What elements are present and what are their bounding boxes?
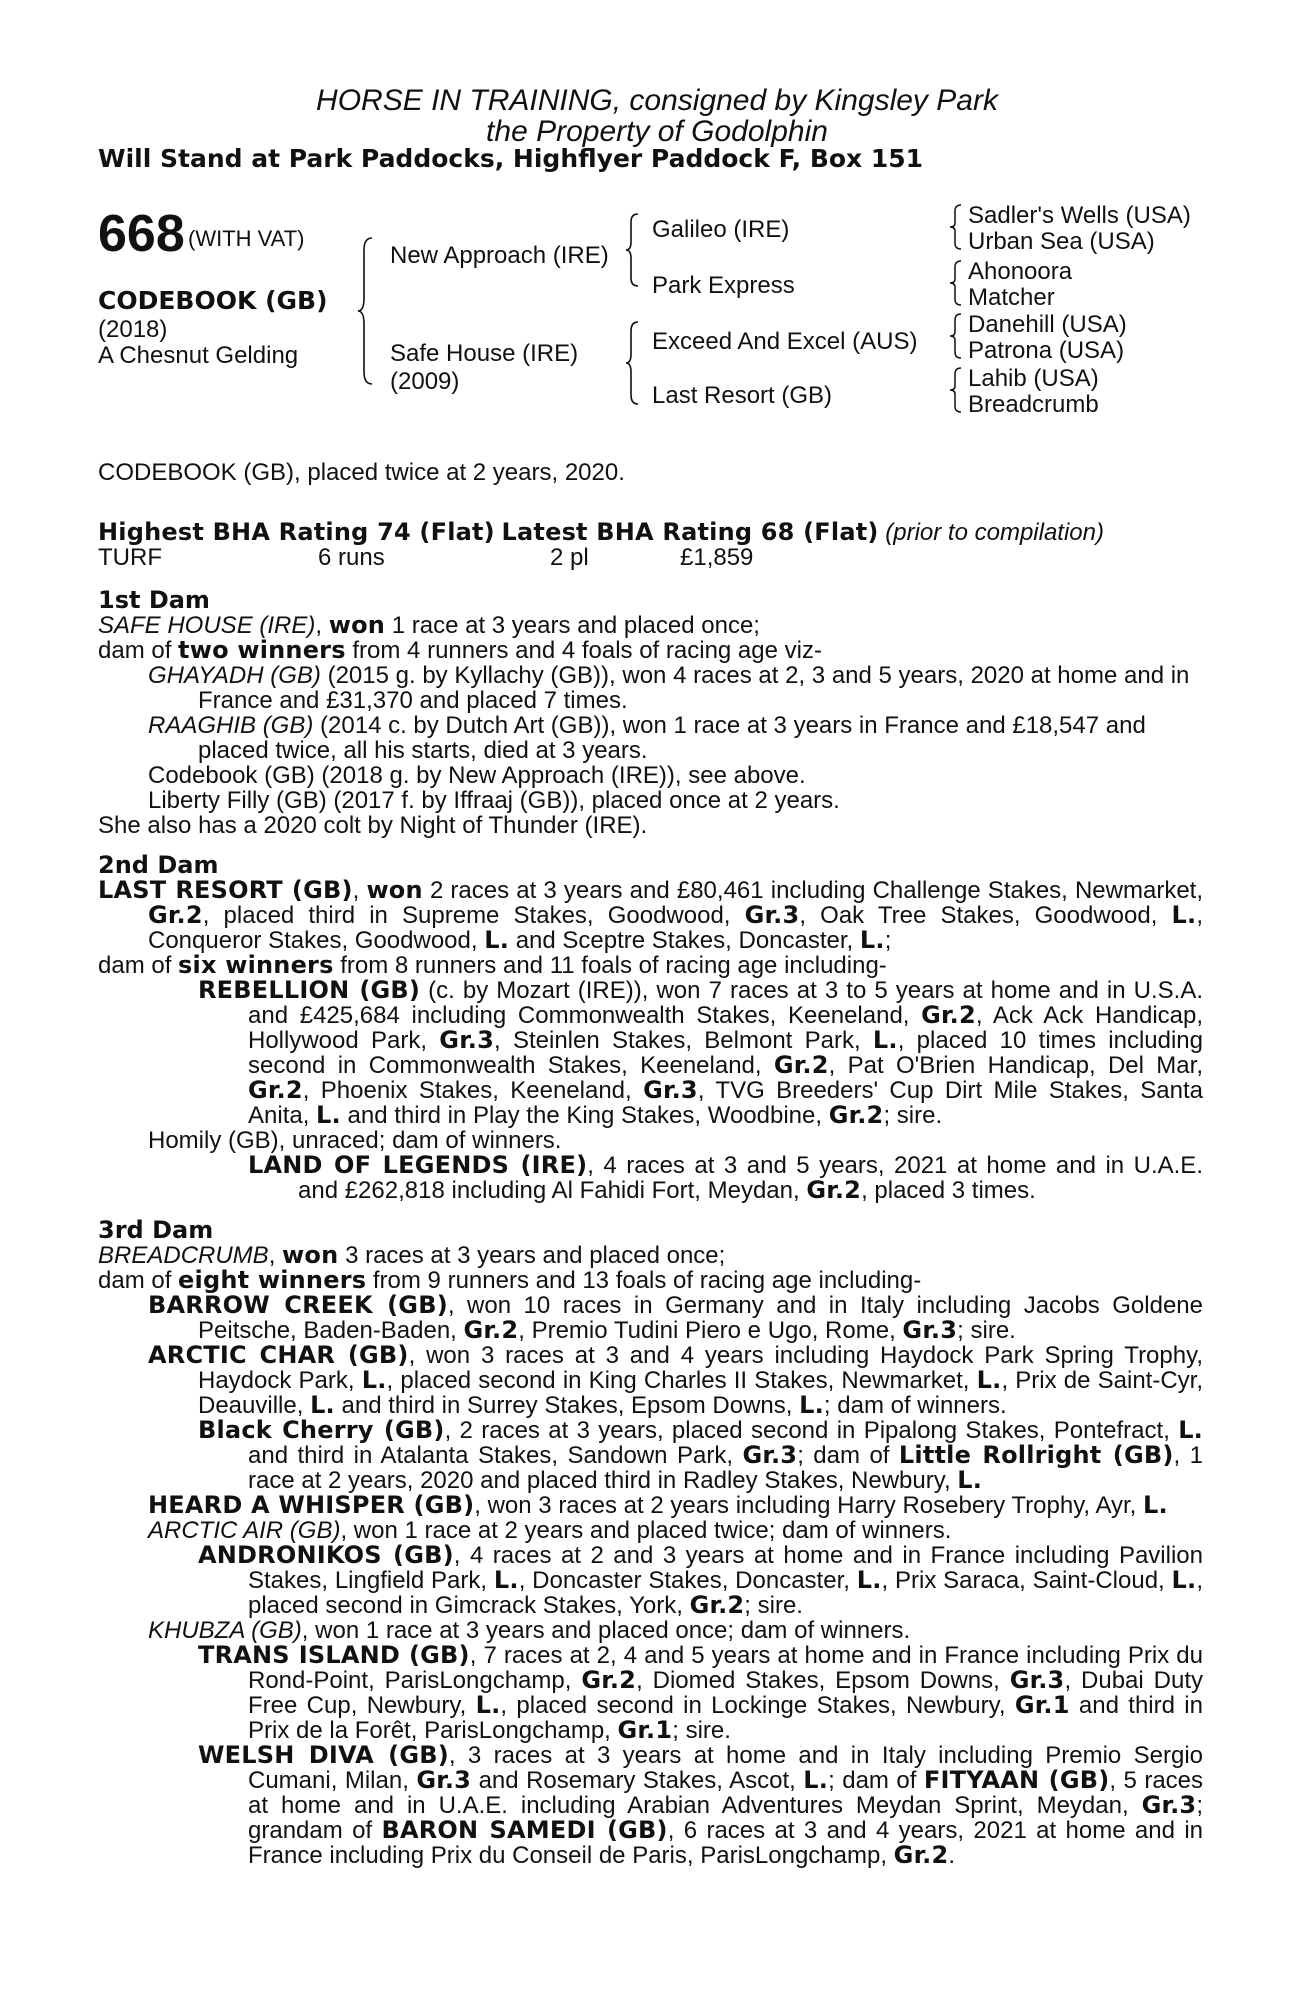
pedigree-brace-dam: [624, 320, 642, 406]
produce-note: She also has a 2020 colt by Night of Thunder (IRE).: [98, 812, 648, 839]
produce-entry: WELSH DIVA (GB), 3 races at 3 years at home and in Italy including Premio Sergio Cumani, Milan, Gr.3 and Rosemary Stakes, Ascot, L.; dam of FITYAAN (GB), 5 races at home and in U.A.E. including Arabian Adventures Meydan Sprint, Meydan, Gr.3; grandam of BARON SAMEDI (GB), 6 races at 3 and 4 years, 2021 at home and in France including Prix du Conseil de Paris, ParisLongchamp, Gr.2.: [198, 1741, 1204, 1869]
pedigree-brace-sire: [624, 212, 642, 288]
pedigree-dam-year: (2009): [390, 368, 460, 395]
pedigree-g3-7: Lahib (USA): [968, 365, 1099, 392]
horse-year: (2018): [98, 316, 168, 343]
pedigree-dam-dam: Last Resort (GB): [652, 382, 833, 409]
first-dam-heading: 1st Dam: [98, 586, 210, 614]
property-line: the Property of Godolphin: [486, 115, 828, 148]
pedigree-g3-3: Ahonoora: [968, 258, 1073, 285]
first-dam-record: SAFE HOUSE (IRE), won 1 race at 3 years and placed once;: [98, 611, 760, 639]
pedigree-g3-6: Patrona (USA): [968, 337, 1125, 364]
produce-entry: BARROW CREEK (GB), won 10 races in Germany and in Italy including Jacobs Goldene Peitsche, Baden-Baden, Gr.2, Premio Tudini Piero e Ugo, Rome, Gr.3; sire.: [148, 1291, 1203, 1344]
vat-note: (WITH VAT): [188, 226, 305, 251]
pedigree-brace-main: [356, 236, 376, 386]
catalogue-text: [98, 460, 1203, 1868]
pedigree-g3-5: Danehill (USA): [968, 311, 1127, 338]
produce-entry: LAND OF LEGENDS (IRE), 4 races at 3 and 5 years, 2021 at home and in U.A.E. and £262,818 including Al Fahidi Fort, Meydan, Gr.2, placed 3 times.: [248, 1151, 1203, 1204]
produce-entry: REBELLION (GB) (c. by Mozart (IRE)), won 7 races at 3 to 5 years at home and in U.S.A. and £425,684 including Commonwealth Stakes, Keeneland, Gr.2, Ack Ack Handicap, Hollywood Park, Gr.3, Steinlen Stakes, Belmont Park, L., placed 10 times including second in Commonwealth Stakes, Keeneland, Gr.2, Pat O'Brien Handicap, Del Mar, Gr.2, Phoenix Stakes, Keeneland, Gr.3, TVG Breeders' Cup Dirt Mile Stakes, Santa Anita, L. and third in Play the King Stakes, Woodbine, Gr.2; sire.: [198, 976, 1204, 1129]
produce-entry: Homily (GB), unraced; dam of winners.: [148, 1127, 562, 1154]
third-dam-heading: 3rd Dam: [98, 1216, 214, 1244]
lot-number: 668: [98, 205, 185, 263]
produce-entry: ARCTIC AIR (GB), won 1 race at 2 years and placed twice; dam of winners.: [148, 1517, 952, 1544]
second-dam-produce-summary: dam of six winners from 8 runners and 11 foals of racing age including-: [98, 951, 887, 979]
produce-entry: ANDRONIKOS (GB), 4 races at 2 and 3 years at home and in France including Pavilion Stakes, Lingfield Park, L., Doncaster Stakes, Doncaster, L., Prix Saraca, Saint-Cloud, L., placed second in Gimcrack Stakes, York, Gr.2; sire.: [198, 1541, 1204, 1619]
second-dam-record: LAST RESORT (GB), won 2 races at 3 years and £80,461 including Challenge Stakes, Newmarket, Gr.2, placed third in Supreme Stakes, Goodwood, Gr.3, Oak Tree Stakes, Goodwood, L., Conqueror Stakes, Goodwood, L. and Sceptre Stakes, Doncaster, L.;: [98, 876, 1204, 954]
first-dam-produce-summary: dam of two winners from 4 runners and 4 foals of racing age viz-: [98, 636, 822, 664]
pedigree-g3-4: Matcher: [968, 284, 1055, 311]
produce-entry: Codebook (GB) (2018 g. by New Approach (IRE)), see above.: [148, 762, 806, 789]
pedigree-brace-g3-4: [948, 366, 964, 414]
produce-entry: GHAYADH (GB) (2015 g. by Kyllachy (GB)), won 4 races at 2, 3 and 5 years, 2020 at home and in France and £31,370 and placed 7 times.: [148, 662, 1190, 714]
produce-entry: ARCTIC CHAR (GB), won 3 races at 3 and 4 years including Haydock Park Spring Trophy, Haydock Park, L., placed second in King Charles II Stakes, Newmarket, L., Prix de Saint-Cyr, Deauville, L. and third in Surrey Stakes, Epsom Downs, L.; dam of winners.: [148, 1341, 1204, 1419]
pedigree-dam-sire: Exceed And Excel (AUS): [652, 328, 918, 355]
second-dam-heading: 2nd Dam: [98, 851, 219, 879]
third-dam-produce-summary: dam of eight winners from 9 runners and 13 foals of racing age including-: [98, 1266, 922, 1294]
pedigree-brace-g3-1: [948, 203, 964, 251]
produce-entry: RAAGHIB (GB) (2014 c. by Dutch Art (GB)), won 1 race at 3 years in France and £18,547 and placed twice, all his starts, died at 3 years.: [148, 712, 1146, 764]
consignment-line: HORSE IN TRAINING, consigned by Kingsley Park: [316, 84, 998, 117]
race-record: TURF 6 runs 2 pl £1,859: [98, 544, 754, 571]
produce-entry: Black Cherry (GB), 2 races at 3 years, placed second in Pipalong Stakes, Pontefract, L. and third in Atalanta Stakes, Sandown Park, Gr.3; dam of Little Rollright (GB), 1 race at 2 years, 2020 and placed third in Radley Stakes, Newbury, L.: [198, 1416, 1203, 1494]
bha-rating: Highest BHA Rating 74 (Flat) Latest BHA Rating 68 (Flat) (prior to compilation): [98, 518, 1104, 546]
pedigree-g3-8: Breadcrumb: [968, 391, 1099, 418]
horse-description: A Chesnut Gelding: [98, 342, 299, 369]
pedigree-g3-1: Sadler's Wells (USA): [968, 202, 1191, 229]
produce-entry: TRANS ISLAND (GB), 7 races at 2, 4 and 5 years at home and in France including Prix du Rond-Point, ParisLongchamp, Gr.2, Diomed Stakes, Epsom Downs, Gr.3, Dubai Duty Free Cup, Newbury, L., placed second in Lockinge Stakes, Newbury, Gr.1 and third in Prix de la Forêt, ParisLongchamp, Gr.1; sire.: [198, 1641, 1204, 1744]
pedigree-sire-sire: Galileo (IRE): [652, 216, 790, 243]
stand-location: Will Stand at Park Paddocks, Highflyer Paddock F, Box 151: [98, 144, 924, 173]
third-dam-record: BREADCRUMB, won 3 races at 3 years and placed once;: [98, 1241, 726, 1269]
pedigree-brace-g3-3: [948, 312, 964, 360]
pedigree-sire: New Approach (IRE): [390, 242, 609, 269]
produce-entry: HEARD A WHISPER (GB), won 3 races at 2 years including Harry Rosebery Trophy, Ayr, L.: [148, 1491, 1168, 1519]
pedigree-g3-2: Urban Sea (USA): [968, 228, 1155, 255]
produce-entry: KHUBZA (GB), won 1 race at 3 years and placed once; dam of winners.: [148, 1617, 911, 1644]
pedigree-sire-dam: Park Express: [652, 272, 795, 299]
pedigree-dam: Safe House (IRE): [390, 340, 579, 367]
pedigree-brace-g3-2: [948, 259, 964, 307]
horse-name: CODEBOOK (GB): [98, 286, 328, 315]
produce-entry: Liberty Filly (GB) (2017 f. by Iffraaj (GB)), placed once at 2 years.: [148, 787, 840, 814]
race-summary: CODEBOOK (GB), placed twice at 2 years, 2020.: [98, 459, 625, 486]
